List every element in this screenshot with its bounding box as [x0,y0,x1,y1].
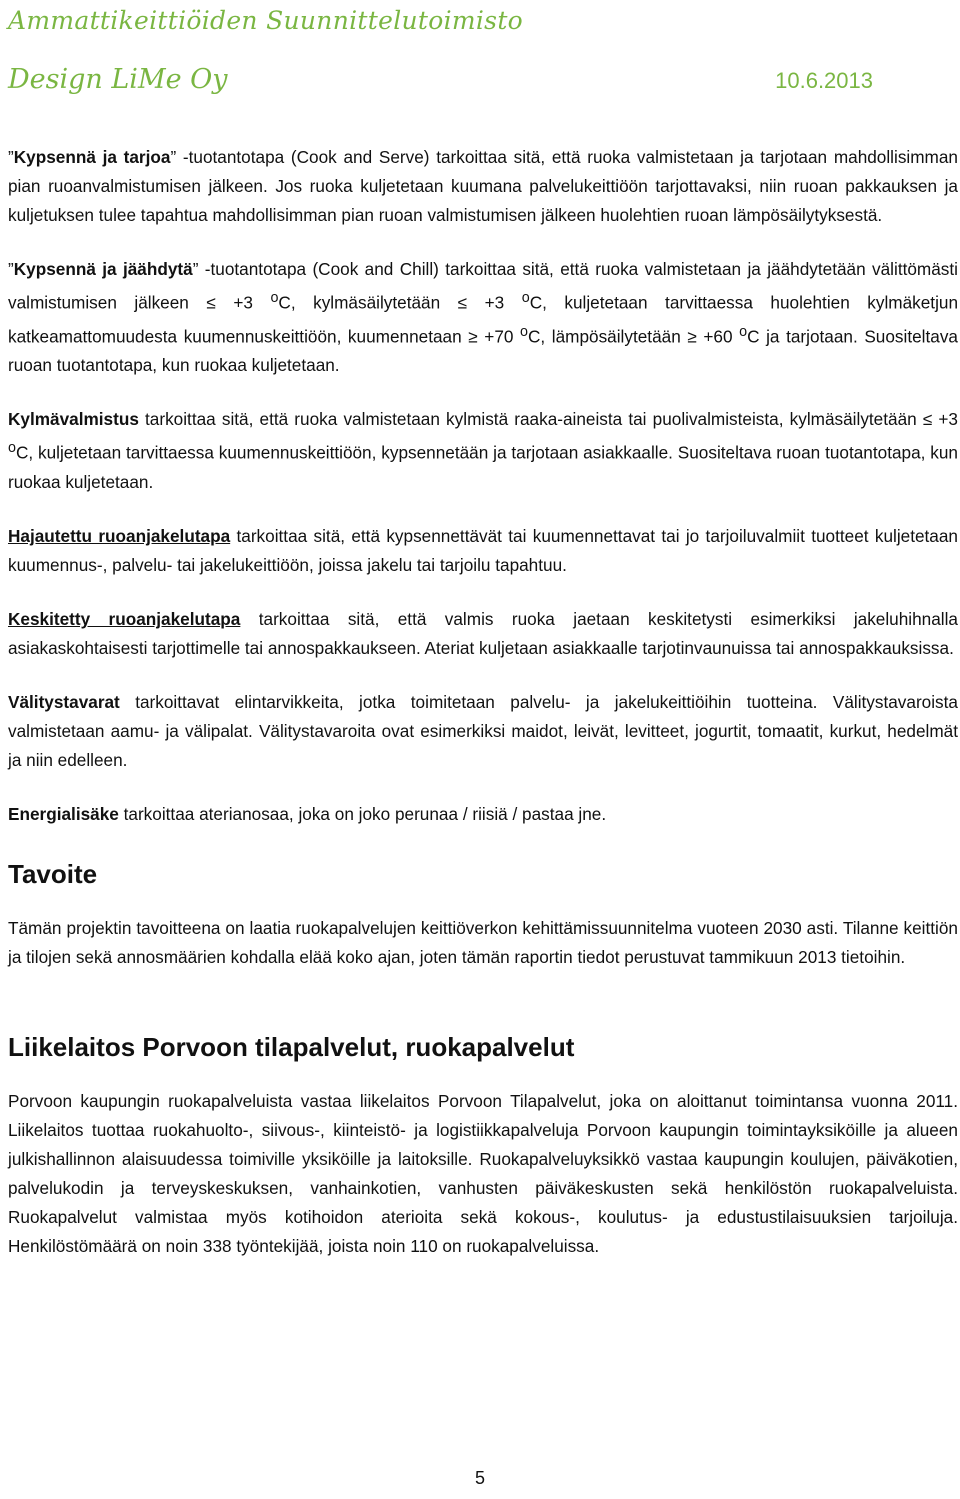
paragraph-liikelaitos: Porvoon kaupungin ruokapalveluista vastaa liikelaitos Porvoon Tilapalvelut, joka on aloittanut toimintansa vuonna 2011. Liikelaitos tuottaa ruokahuolto-, siivous-, kiinteistö- ja logistiikkapalveluja Porvoon kaupungin toimintayksiköille ja alueen julkishallinnon alaisuudessa toimiville yksiköille ja laitoksille. Ruokapalveluyksikkö vastaa kaupungin koulujen, päiväkotien, palvelukodin ja terveyskeskuksen, vanhainkotien, vanhusten päiväkeskusten sekä henkilöstön ruokapalveluista. Ruokapalvelut valmistaa myös kotihoidon aterioita sekä kokous-, koulutus- ja edustustilaisuuksien tarjoiluja. Henkilöstömäärä on noin 338 työntekijää, joista noin 110 on ruokapalveluissa. [8,1091,958,1257]
less-equal-symbol: ≤ [206,292,216,313]
paragraph-cook-and-chill: ”Kypsennä ja jäähdytä” -tuotantotapa (Cook and Chill) tarkoittaa sitä, että ruoka valmistetaan ja jäähdytetään välittömästi valmistumisen jälkeen ≤ +3 $^o$C, kylmäsäilytetään ≤ +3 $^o$C, kuljetetaan tarvittaessa huolehtien kylmäketjun katkeamattomuudesta kuumennuskeittiöön, kuumennetaan ≥ +70 $^o$C, lämpösäilytetään ≥ +60 $^o$C ja tarjotaan. Suositeltava ruoan tuotantotapa, kun ruokaa kuljetetaan. [8,259,959,376]
degree-symbol: o [521,290,530,306]
paragraph-cook-and-serve: ”Kypsennä ja tarjoa” -tuotantotapa (Cook and Serve) tarkoittaa sitä, että ruoka valmistetaan ja tarjotaan mahdollisimman pian ruoanvalmistumisen jälkeen. Jos ruoka kuljetetaan kuumana palvelukeittiöön tarjottavaksi, niin ruoan pakkauksen ja kuljetuksen tulee tapahtua mahdollisimman pian ruoan valmistumisen jälkeen huolehtien ruoan lämpösäilytyksestä. [8,147,958,225]
term-cook-and-chill: Kypsennä ja jäähdytä [13,259,193,279]
less-equal-symbol: ≤ [922,409,933,430]
greater-equal-symbol: ≥ [468,326,478,347]
paragraph-cold-preparation: Kylmävalmistus tarkoittaa sitä, että ruoka valmistetaan kylmistä raaka-aineista tai puolivalmisteista, kylmäsäilytetään ≤ +3 $^o$C, kuljetetaan tarvittaessa kuumennuskeittiöön, kypsennetään ja tarjotaan asiakkaalle. Suositeltava ruoan tuotantotapa, kun ruokaa kuljetetaan. [8,409,958,493]
term-decentralized-distribution: Hajautettu ruoanjakelutapa [8,526,231,547]
heading-tavoite: Tavoite [8,859,98,890]
degree-symbol: o [270,290,279,306]
page-number: 5 [474,1468,485,1488]
degree-symbol: o [520,323,528,340]
less-equal-symbol: ≤ [457,292,468,313]
header-org-name: Ammattikeittiöiden Suunnittelutoimisto [8,6,524,35]
header-date: 10.6.2013 [775,68,873,93]
paragraph-intermediary-goods: Välitystavarat tarkoittavat elintarvikkeita, jotka toimitetaan palvelu- ja jakelukeittiöihin tuotteina. Välitystavaroista valmistetaan aamu- ja välipalat. Välitystavaroita ovat esimerkiksi maidot, leivät, levitteet, jogurtit, tomaatit, kurkut, hedelmät ja niin edelleen. [8,692,958,771]
header-company-name: Design LiMe Oy [8,64,228,95]
page-header [8,0,953,100]
term-centralized-distribution: Keskitetty ruoanjakelutapa [8,609,241,630]
term-cook-and-serve: Kypsennä ja tarjoa [13,147,171,167]
degree-symbol: o [8,440,16,457]
term-intermediary-goods: Välitystavarat [8,692,120,713]
degree-symbol: o [739,323,748,340]
paragraph-energy-side: Energialisäke tarkoittaa aterianosaa, joka on joko perunaa / riisiä / pastaa jne. [8,804,607,825]
paragraph-tavoite: Tämän projektin tavoitteena on laatia ruokapalvelujen keittiöverkon kehittämissuunnitelma vuoteen 2030 asti. Tilanne keittiön ja tilojen sekä annosmäärien kohdalla elää koko ajan, joten tämän raportin tiedot perustuvat tammikuun 2013 tietoihin. [8,918,958,968]
document-body [8,143,958,1286]
greater-equal-symbol: ≥ [687,326,697,347]
paragraph-centralized-distribution: Keskitetty ruoanjakelutapa tarkoittaa sitä, että valmis ruoka jaetaan keskitetysti esimerkiksi jakeluhihnalla asiakaskohtaisesti tarjottimelle tai annospakkaukseen. Ateriat kuljetaan asiakkaalle tarjotinvaunuissa tai annospakkauksissa. [8,609,958,659]
term-cold-preparation: Kylmävalmistus [8,409,139,430]
paragraph-decentralized-distribution: Hajautettu ruoanjakelutapa tarkoittaa sitä, että kypsennettävät tai kuumennettavat tai jo tarjoiluvalmiit tuotteet kuljetetaan kuumennus-, palvelu- tai jakelukeittiöön, joissa jakelu tai tarjoilu tapahtuu. [8,526,958,576]
term-energy-side: Energialisäke [8,804,119,825]
heading-liikelaitos: Liikelaitos Porvoon tilapalvelut, ruokapalvelut [8,1032,575,1063]
